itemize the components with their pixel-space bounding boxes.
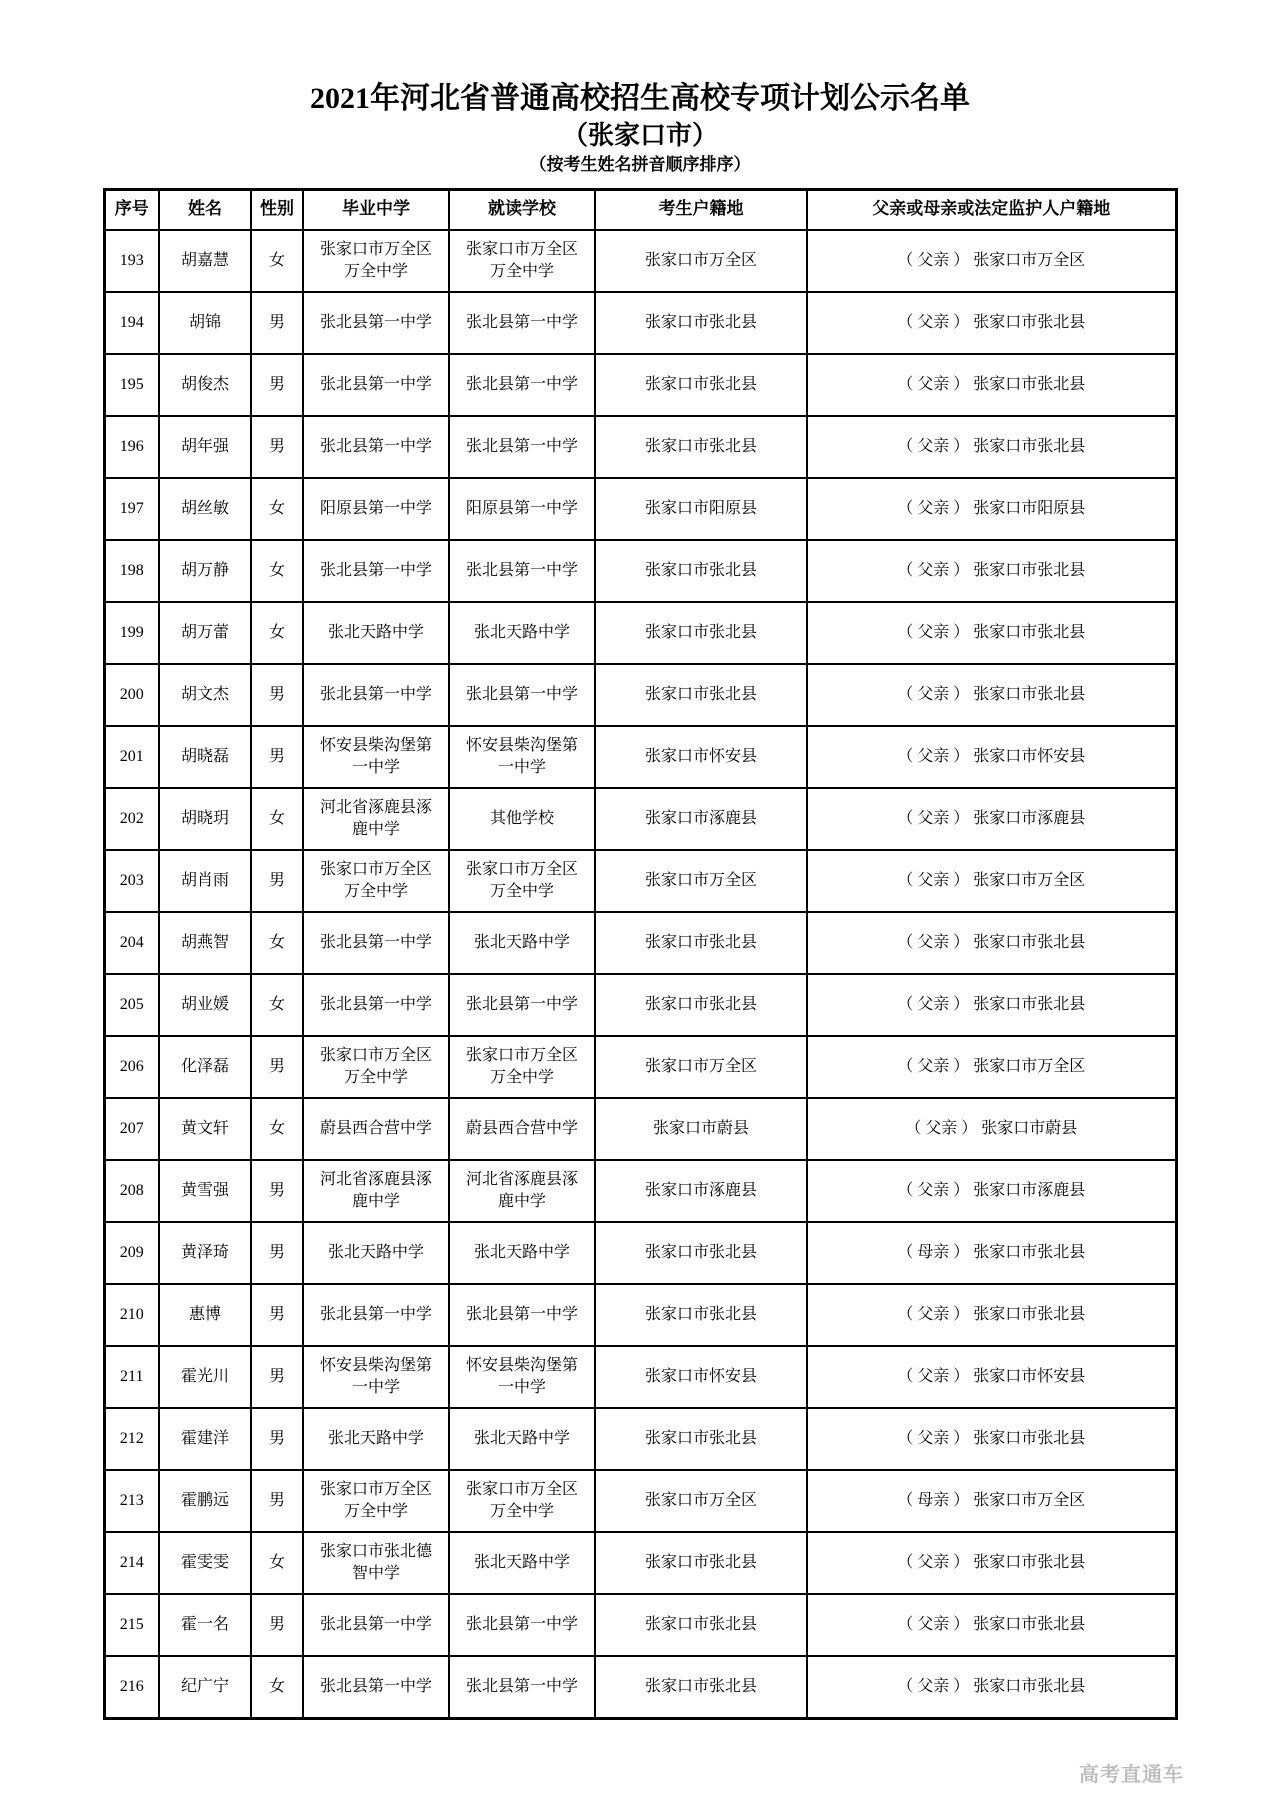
cell-attending-school: 张北天路中学 [449, 1532, 595, 1594]
cell-candidate-registration: 张家口市张北县 [595, 292, 807, 354]
cell-serial-number: 210 [104, 1284, 159, 1346]
cell-candidate-registration: 张家口市万全区 [595, 850, 807, 912]
header-attending-school: 就读学校 [449, 189, 595, 230]
document-subtitle-city: （张家口市） [561, 120, 718, 150]
cell-serial-number: 214 [104, 1532, 159, 1594]
cell-graduate-school: 张家口市万全区万全中学 [303, 850, 449, 912]
cell-serial-number: 206 [104, 1036, 159, 1098]
cell-guardian-registration: （ 父亲 ） 张家口市张北县 [807, 664, 1176, 726]
table-row [104, 602, 1176, 664]
cell-name: 霍一名 [159, 1594, 251, 1656]
cell-gender: 男 [251, 1036, 303, 1098]
table-row [104, 1656, 1176, 1719]
cell-candidate-registration: 张家口市怀安县 [595, 1346, 807, 1408]
cell-graduate-school: 张北县第一中学 [303, 354, 449, 416]
table-row [104, 416, 1176, 478]
cell-serial-number: 204 [104, 912, 159, 974]
cell-gender: 男 [251, 1470, 303, 1532]
cell-name: 黄雪强 [159, 1160, 251, 1222]
cell-attending-school: 张北天路中学 [449, 912, 595, 974]
cell-gender: 女 [251, 1656, 303, 1719]
cell-attending-school: 河北省涿鹿县涿鹿中学 [449, 1160, 595, 1222]
cell-graduate-school: 张家口市张北德智中学 [303, 1532, 449, 1594]
cell-attending-school: 张北县第一中学 [449, 974, 595, 1036]
cell-gender: 女 [251, 602, 303, 664]
cell-graduate-school: 怀安县柴沟堡第一中学 [303, 1346, 449, 1408]
cell-candidate-registration: 张家口市张北县 [595, 416, 807, 478]
cell-serial-number: 212 [104, 1408, 159, 1470]
cell-graduate-school: 张家口市万全区万全中学 [303, 230, 449, 292]
cell-guardian-registration: （ 母亲 ） 张家口市张北县 [807, 1222, 1176, 1284]
cell-attending-school: 张家口市万全区万全中学 [449, 850, 595, 912]
cell-gender: 男 [251, 850, 303, 912]
cell-serial-number: 207 [104, 1098, 159, 1160]
cell-candidate-registration: 张家口市张北县 [595, 912, 807, 974]
table-row [104, 1594, 1176, 1656]
cell-attending-school: 张北县第一中学 [449, 1656, 595, 1719]
cell-name: 黄文轩 [159, 1098, 251, 1160]
cell-serial-number: 200 [104, 664, 159, 726]
cell-guardian-registration: （ 父亲 ） 张家口市张北县 [807, 974, 1176, 1036]
header-candidate-registration: 考生户籍地 [595, 189, 807, 230]
cell-name: 霍鹏远 [159, 1470, 251, 1532]
cell-serial-number: 209 [104, 1222, 159, 1284]
cell-graduate-school: 蔚县西合营中学 [303, 1098, 449, 1160]
cell-gender: 女 [251, 1098, 303, 1160]
header-serial-number: 序号 [104, 189, 159, 230]
table-row [104, 850, 1176, 912]
table-row [104, 478, 1176, 540]
cell-guardian-registration: （ 父亲 ） 张家口市涿鹿县 [807, 788, 1176, 850]
cell-guardian-registration: （ 父亲 ） 张家口市蔚县 [807, 1098, 1176, 1160]
table-row [104, 1532, 1176, 1594]
header-guardian-registration: 父亲或母亲或法定监护人户籍地 [807, 189, 1176, 230]
cell-name: 胡燕智 [159, 912, 251, 974]
cell-graduate-school: 河北省涿鹿县涿鹿中学 [303, 788, 449, 850]
cell-guardian-registration: （ 父亲 ） 张家口市万全区 [807, 1036, 1176, 1098]
cell-graduate-school: 怀安县柴沟堡第一中学 [303, 726, 449, 788]
cell-attending-school: 蔚县西合营中学 [449, 1098, 595, 1160]
cell-gender: 女 [251, 912, 303, 974]
header-gender: 性别 [251, 189, 303, 230]
cell-graduate-school: 张北天路中学 [303, 1408, 449, 1470]
cell-guardian-registration: （ 父亲 ） 张家口市阳原县 [807, 478, 1176, 540]
cell-guardian-registration: （ 父亲 ） 张家口市张北县 [807, 1594, 1176, 1656]
cell-gender: 男 [251, 292, 303, 354]
cell-name: 胡嘉慧 [159, 230, 251, 292]
cell-attending-school: 张北天路中学 [449, 602, 595, 664]
cell-name: 霍光川 [159, 1346, 251, 1408]
cell-serial-number: 199 [104, 602, 159, 664]
cell-serial-number: 216 [104, 1656, 159, 1719]
cell-gender: 男 [251, 1408, 303, 1470]
cell-guardian-registration: （ 父亲 ） 张家口市张北县 [807, 1408, 1176, 1470]
cell-name: 胡年强 [159, 416, 251, 478]
cell-gender: 男 [251, 1284, 303, 1346]
table-row [104, 1346, 1176, 1408]
cell-serial-number: 193 [104, 230, 159, 292]
cell-serial-number: 196 [104, 416, 159, 478]
cell-graduate-school: 河北省涿鹿县涿鹿中学 [303, 1160, 449, 1222]
cell-guardian-registration: （ 父亲 ） 张家口市张北县 [807, 912, 1176, 974]
cell-attending-school: 阳原县第一中学 [449, 478, 595, 540]
cell-guardian-registration: （ 父亲 ） 张家口市张北县 [807, 602, 1176, 664]
cell-graduate-school: 张北县第一中学 [303, 912, 449, 974]
cell-candidate-registration: 张家口市张北县 [595, 664, 807, 726]
cell-name: 黄泽琦 [159, 1222, 251, 1284]
cell-name: 化泽磊 [159, 1036, 251, 1098]
cell-guardian-registration: （ 父亲 ） 张家口市张北县 [807, 416, 1176, 478]
cell-gender: 男 [251, 1594, 303, 1656]
cell-candidate-registration: 张家口市蔚县 [595, 1098, 807, 1160]
header-graduate-school: 毕业中学 [303, 189, 449, 230]
cell-gender: 女 [251, 974, 303, 1036]
cell-attending-school: 张北县第一中学 [449, 292, 595, 354]
cell-guardian-registration: （ 父亲 ） 张家口市万全区 [807, 850, 1176, 912]
cell-guardian-registration: （ 父亲 ） 张家口市涿鹿县 [807, 1160, 1176, 1222]
cell-serial-number: 201 [104, 726, 159, 788]
cell-guardian-registration: （ 父亲 ） 张家口市张北县 [807, 354, 1176, 416]
cell-candidate-registration: 张家口市张北县 [595, 1284, 807, 1346]
table-row [104, 1036, 1176, 1098]
cell-guardian-registration: （ 父亲 ） 张家口市怀安县 [807, 1346, 1176, 1408]
cell-serial-number: 215 [104, 1594, 159, 1656]
cell-name: 霍建洋 [159, 1408, 251, 1470]
header-name: 姓名 [159, 189, 251, 230]
cell-name: 胡业媛 [159, 974, 251, 1036]
cell-attending-school: 张北县第一中学 [449, 1594, 595, 1656]
cell-attending-school: 张家口市万全区万全中学 [449, 230, 595, 292]
table-row [104, 230, 1176, 292]
table-row [104, 974, 1176, 1036]
table-row [104, 664, 1176, 726]
cell-name: 胡晓玥 [159, 788, 251, 850]
cell-name: 胡晓磊 [159, 726, 251, 788]
cell-candidate-registration: 张家口市张北县 [595, 1222, 807, 1284]
table-body [104, 230, 1176, 1719]
cell-gender: 男 [251, 1346, 303, 1408]
cell-guardian-registration: （ 父亲 ） 张家口市万全区 [807, 230, 1176, 292]
table-row [104, 1222, 1176, 1284]
cell-guardian-registration: （ 父亲 ） 张家口市张北县 [807, 540, 1176, 602]
table-row [104, 1470, 1176, 1532]
cell-graduate-school: 张北县第一中学 [303, 1594, 449, 1656]
table-row [104, 1284, 1176, 1346]
document-sort-note: （按考生姓名拼音顺序排序） [529, 155, 751, 175]
cell-name: 纪广宁 [159, 1656, 251, 1719]
cell-graduate-school: 张北县第一中学 [303, 292, 449, 354]
cell-candidate-registration: 张家口市怀安县 [595, 726, 807, 788]
cell-name: 胡肖雨 [159, 850, 251, 912]
cell-candidate-registration: 张家口市万全区 [595, 230, 807, 292]
cell-guardian-registration: （ 父亲 ） 张家口市张北县 [807, 1284, 1176, 1346]
watermark-gaokao-zhitongche: 高考直通车 [1079, 1764, 1184, 1786]
cell-attending-school: 其他学校 [449, 788, 595, 850]
cell-graduate-school: 张北天路中学 [303, 602, 449, 664]
cell-serial-number: 203 [104, 850, 159, 912]
cell-candidate-registration: 张家口市万全区 [595, 1470, 807, 1532]
cell-gender: 男 [251, 726, 303, 788]
cell-attending-school: 张北天路中学 [449, 1408, 595, 1470]
cell-candidate-registration: 张家口市涿鹿县 [595, 788, 807, 850]
cell-attending-school: 张北天路中学 [449, 1222, 595, 1284]
cell-gender: 男 [251, 664, 303, 726]
cell-serial-number: 195 [104, 354, 159, 416]
cell-gender: 男 [251, 1222, 303, 1284]
table-row [104, 292, 1176, 354]
cell-candidate-registration: 张家口市张北县 [595, 974, 807, 1036]
cell-graduate-school: 张北县第一中学 [303, 1284, 449, 1346]
cell-gender: 女 [251, 478, 303, 540]
table-row [104, 540, 1176, 602]
cell-graduate-school: 张北天路中学 [303, 1222, 449, 1284]
cell-serial-number: 194 [104, 292, 159, 354]
cell-graduate-school: 张家口市万全区万全中学 [303, 1470, 449, 1532]
cell-candidate-registration: 张家口市阳原县 [595, 478, 807, 540]
cell-gender: 男 [251, 1160, 303, 1222]
cell-gender: 男 [251, 416, 303, 478]
cell-name: 霍雯雯 [159, 1532, 251, 1594]
cell-name: 胡锦 [159, 292, 251, 354]
cell-graduate-school: 阳原县第一中学 [303, 478, 449, 540]
table-row [104, 788, 1176, 850]
cell-attending-school: 张家口市万全区万全中学 [449, 1036, 595, 1098]
cell-candidate-registration: 张家口市张北县 [595, 1594, 807, 1656]
cell-attending-school: 张北县第一中学 [449, 354, 595, 416]
cell-serial-number: 205 [104, 974, 159, 1036]
table-row [104, 1408, 1176, 1470]
cell-guardian-registration: （ 父亲 ） 张家口市怀安县 [807, 726, 1176, 788]
cell-attending-school: 张家口市万全区万全中学 [449, 1470, 595, 1532]
cell-name: 胡万蕾 [159, 602, 251, 664]
cell-attending-school: 怀安县柴沟堡第一中学 [449, 1346, 595, 1408]
cell-serial-number: 202 [104, 788, 159, 850]
cell-graduate-school: 张北县第一中学 [303, 664, 449, 726]
cell-attending-school: 张北县第一中学 [449, 416, 595, 478]
table-header-row [104, 189, 1176, 230]
table-row [104, 912, 1176, 974]
cell-candidate-registration: 张家口市张北县 [595, 602, 807, 664]
cell-attending-school: 张北县第一中学 [449, 540, 595, 602]
cell-name: 惠博 [159, 1284, 251, 1346]
document-title: 2021年河北省普通高校招生高校专项计划公示名单 [310, 82, 970, 115]
cell-name: 胡文杰 [159, 664, 251, 726]
candidate-roster-table [103, 188, 1178, 1720]
cell-graduate-school: 张北县第一中学 [303, 974, 449, 1036]
cell-gender: 女 [251, 230, 303, 292]
cell-serial-number: 211 [104, 1346, 159, 1408]
cell-candidate-registration: 张家口市张北县 [595, 1532, 807, 1594]
cell-guardian-registration: （ 母亲 ） 张家口市万全区 [807, 1470, 1176, 1532]
cell-name: 胡万静 [159, 540, 251, 602]
cell-gender: 女 [251, 788, 303, 850]
cell-candidate-registration: 张家口市张北县 [595, 354, 807, 416]
table-row [104, 1098, 1176, 1160]
cell-candidate-registration: 张家口市张北县 [595, 540, 807, 602]
cell-graduate-school: 张北县第一中学 [303, 540, 449, 602]
cell-guardian-registration: （ 父亲 ） 张家口市张北县 [807, 1656, 1176, 1719]
cell-serial-number: 198 [104, 540, 159, 602]
cell-guardian-registration: （ 父亲 ） 张家口市张北县 [807, 292, 1176, 354]
cell-guardian-registration: （ 父亲 ） 张家口市张北县 [807, 1532, 1176, 1594]
cell-graduate-school: 张北县第一中学 [303, 1656, 449, 1719]
cell-gender: 女 [251, 1532, 303, 1594]
cell-serial-number: 197 [104, 478, 159, 540]
cell-serial-number: 208 [104, 1160, 159, 1222]
cell-attending-school: 怀安县柴沟堡第一中学 [449, 726, 595, 788]
cell-graduate-school: 张北县第一中学 [303, 416, 449, 478]
table-row [104, 1160, 1176, 1222]
cell-serial-number: 213 [104, 1470, 159, 1532]
cell-candidate-registration: 张家口市万全区 [595, 1036, 807, 1098]
cell-candidate-registration: 张家口市张北县 [595, 1408, 807, 1470]
cell-name: 胡丝敏 [159, 478, 251, 540]
cell-candidate-registration: 张家口市涿鹿县 [595, 1160, 807, 1222]
cell-candidate-registration: 张家口市张北县 [595, 1656, 807, 1719]
cell-gender: 女 [251, 540, 303, 602]
table-row [104, 354, 1176, 416]
cell-attending-school: 张北县第一中学 [449, 1284, 595, 1346]
cell-graduate-school: 张家口市万全区万全中学 [303, 1036, 449, 1098]
cell-name: 胡俊杰 [159, 354, 251, 416]
cell-gender: 男 [251, 354, 303, 416]
cell-attending-school: 张北县第一中学 [449, 664, 595, 726]
table-row [104, 726, 1176, 788]
